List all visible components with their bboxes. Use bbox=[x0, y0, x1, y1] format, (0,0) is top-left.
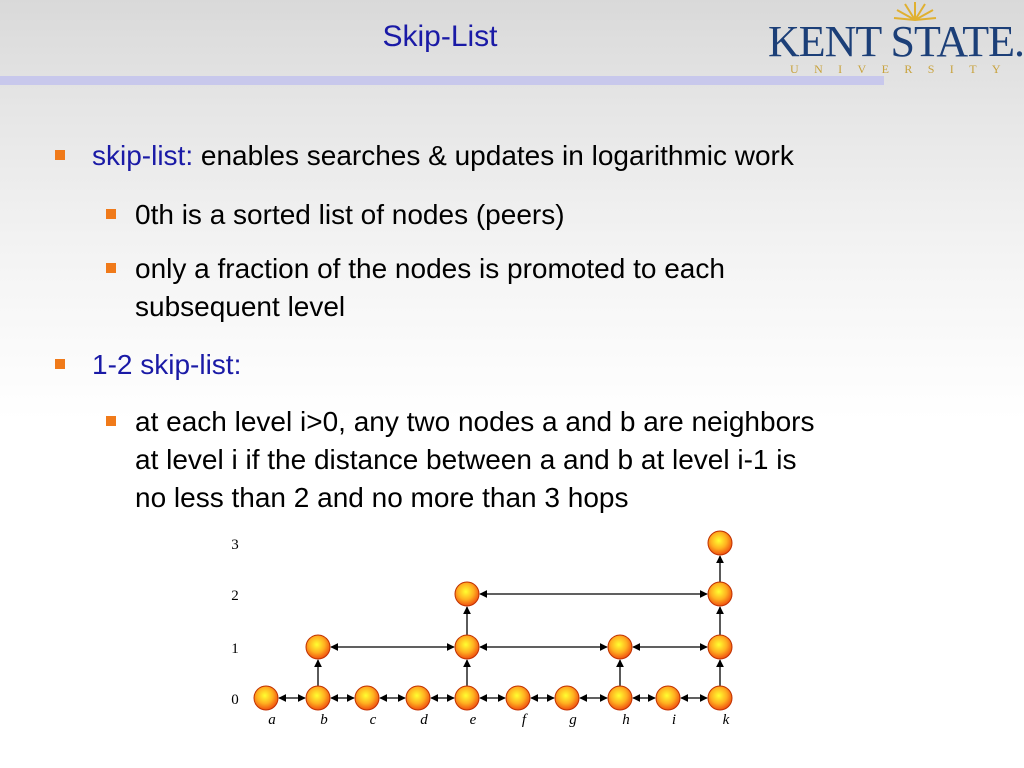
diagram-nodes bbox=[254, 531, 732, 710]
bullet-term: skip-list: bbox=[92, 140, 194, 171]
bullet-text: 0th is a sorted list of nodes (peers) bbox=[135, 199, 565, 230]
node-label-c: c bbox=[369, 712, 377, 728]
node-g-level-0 bbox=[555, 686, 579, 710]
node-label-h: h bbox=[622, 712, 630, 728]
diagram-edges bbox=[279, 556, 720, 698]
node-label-k: k bbox=[722, 712, 730, 728]
logo-wordmark: KENT STATE. bbox=[768, 17, 1024, 66]
node-b-level-1 bbox=[306, 635, 330, 659]
node-h-level-1 bbox=[608, 635, 632, 659]
level-label-3: 3 bbox=[231, 537, 239, 553]
bullet-text-continued: no less than 2 and no more than 3 hops bbox=[135, 482, 629, 513]
node-h-level-0 bbox=[608, 686, 632, 710]
node-c-level-0 bbox=[355, 686, 379, 710]
node-label-i: i bbox=[671, 712, 677, 728]
node-i-level-0 bbox=[656, 686, 680, 710]
bullet-text: at each level i>0, any two nodes a and b are neighbors bbox=[135, 406, 815, 437]
node-k-level-1 bbox=[708, 635, 732, 659]
level-label-0: 0 bbox=[231, 692, 239, 708]
slide-title: Skip-List bbox=[382, 20, 498, 53]
node-f-level-0 bbox=[506, 686, 530, 710]
bullet-text-continued: subsequent level bbox=[135, 291, 346, 322]
node-a-level-0 bbox=[254, 686, 278, 710]
node-k-level-0 bbox=[708, 686, 732, 710]
bullet-term: 1-2 skip-list: bbox=[92, 349, 242, 380]
bullet-text: enables searches & updates in logarithmic work bbox=[193, 140, 794, 171]
node-label-d: d bbox=[420, 712, 428, 728]
node-label-f: f bbox=[521, 712, 527, 728]
level-label-2: 2 bbox=[231, 588, 239, 604]
node-e-level-2 bbox=[455, 582, 479, 606]
node-e-level-0 bbox=[455, 686, 479, 710]
logo-subtitle: UNIVERSITY bbox=[790, 62, 1016, 76]
node-k-level-3 bbox=[708, 531, 732, 555]
node-label-g: g bbox=[569, 712, 577, 728]
node-d-level-0 bbox=[406, 686, 430, 710]
node-e-level-1 bbox=[455, 635, 479, 659]
node-label-a: a bbox=[268, 712, 276, 728]
node-label-e: e bbox=[469, 712, 477, 728]
node-b-level-0 bbox=[306, 686, 330, 710]
level-label-1: 1 bbox=[231, 641, 239, 657]
bullet-text-continued: at level i if the distance between a and b at level i-1 is bbox=[135, 444, 797, 475]
bullet-text: only a fraction of the nodes is promoted to each bbox=[135, 253, 725, 284]
node-k-level-2 bbox=[708, 582, 732, 606]
node-label-b: b bbox=[320, 712, 328, 728]
